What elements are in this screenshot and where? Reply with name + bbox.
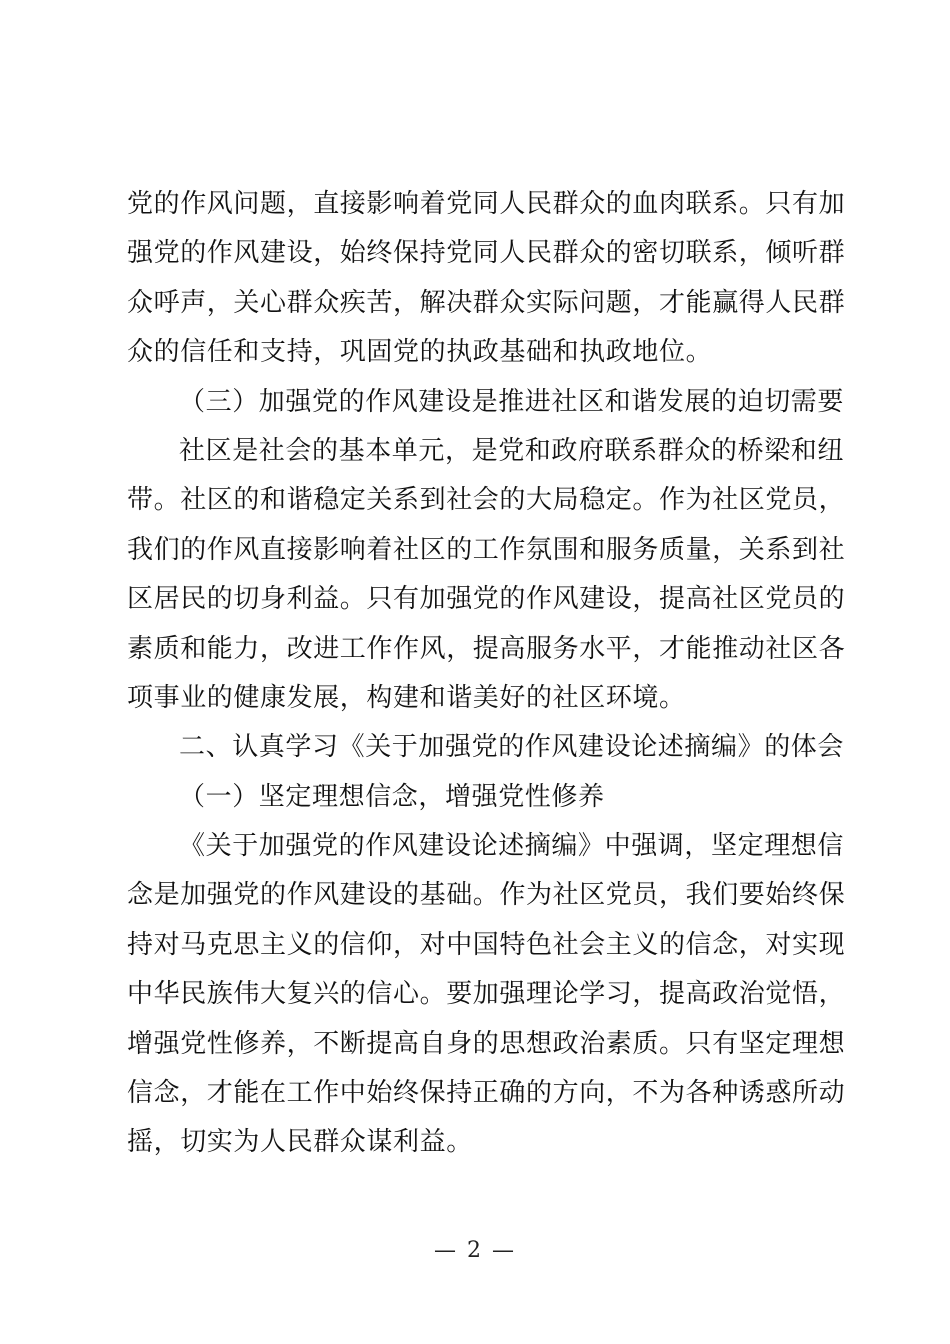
paragraph-line: 《关于加强党的作风建设论述摘编》中强调，坚定理想信 bbox=[179, 831, 845, 862]
page-number: — 2 — bbox=[434, 1238, 516, 1263]
paragraph-line: 念是加强党的作风建设的基础。作为社区党员，我们要始终保 bbox=[127, 880, 846, 911]
paragraph-line: 持对马克思主义的信仰，对中国特色社会主义的信念，对实现 bbox=[127, 929, 846, 960]
chapter-heading: 二、认真学习《关于加强党的作风建设论述摘编》的体会 bbox=[179, 732, 845, 763]
paragraph-line: 带。社区的和谐稳定关系到社会的大局稳定。作为社区党员， bbox=[127, 485, 846, 516]
paragraph-line: 强党的作风建设，始终保持党同人民群众的密切联系，倾听群 bbox=[127, 238, 846, 269]
section-heading: （一）坚定理想信念，增强党性修养 bbox=[179, 781, 605, 812]
body-text bbox=[127, 180, 846, 1168]
paragraph-line: 素质和能力，改进工作作风，提高服务水平，才能推动社区各 bbox=[127, 633, 846, 664]
paragraph-line: 众呼声，关心群众疾苦，解决群众实际问题，才能赢得人民群 bbox=[127, 287, 846, 318]
paragraph-line: 我们的作风直接影响着社区的工作氛围和服务质量，关系到社 bbox=[127, 534, 846, 565]
paragraph-line: 信念，才能在工作中始终保持正确的方向，不为各种诱惑所动 bbox=[127, 1078, 846, 1109]
paragraph-line: 增强党性修养，不断提高自身的思想政治素质。只有坚定理想 bbox=[127, 1028, 846, 1059]
paragraph-line: 党的作风问题，直接影响着党同人民群众的血肉联系。只有加 bbox=[127, 189, 846, 219]
section-heading: （三）加强党的作风建设是推进社区和谐发展的迫切需要 bbox=[179, 386, 845, 417]
paragraph-line: 众的信任和支持，巩固党的执政基础和执政地位。 bbox=[127, 337, 713, 368]
paragraph-line: 项事业的健康发展，构建和谐美好的社区环境。 bbox=[127, 682, 686, 713]
paragraph-line: 社区是社会的基本单元，是党和政府联系群众的桥梁和纽 bbox=[179, 435, 845, 466]
paragraph-line: 中华民族伟大复兴的信心。要加强理论学习，提高政治觉悟， bbox=[127, 979, 846, 1010]
paragraph-line: 摇，切实为人民群众谋利益。 bbox=[127, 1127, 473, 1158]
paragraph-line: 区居民的切身利益。只有加强党的作风建设，提高社区党员的 bbox=[127, 584, 846, 615]
